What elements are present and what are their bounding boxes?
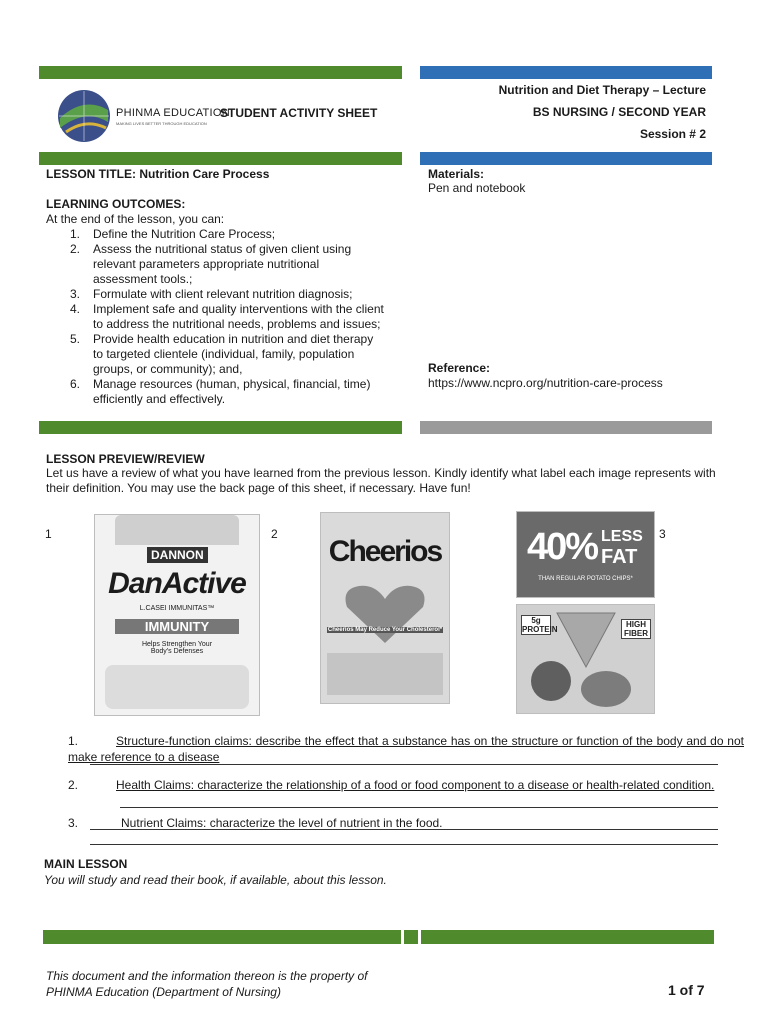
less-fat-image	[516, 511, 655, 598]
reference-heading: Reference:	[428, 361, 491, 375]
chips-fiber-badge: HIGH FIBER	[621, 619, 651, 639]
materials-heading: Materials:	[428, 167, 485, 181]
chips-claim-sub: THAN REGULAR POTATO CHIPS*	[538, 576, 633, 582]
logo-tagline: MAKING LIVES BETTER THROUGH EDUCATION	[116, 121, 207, 126]
answer-1: 1. Structure-function claims: describe the effect that a substance has on the structure or function of the body and do not make reference to a disease	[68, 734, 744, 764]
answer-2: 2. Health Claims: characterize the relationship of a food or food component to a disease or health-related condition.	[68, 778, 715, 792]
answer-1-line	[90, 764, 718, 765]
outcome-item: 4. Implement safe and quality interventions with the client to address the nutritional needs, problems and issues;	[70, 302, 384, 331]
header-bar-left	[39, 66, 402, 79]
danactive-brand: DanActive	[108, 567, 246, 600]
lesson-bar-left	[39, 152, 402, 165]
reference-link[interactable]: https://www.ncpro.org/nutrition-care-process	[428, 376, 663, 390]
cheerios-claim: Cheerios May Reduce Your Cholesterol*	[327, 627, 443, 633]
materials-text: Pen and notebook	[428, 181, 526, 195]
page-number: 1 of 7	[668, 982, 705, 998]
header-bar-right	[420, 66, 712, 79]
lesson-bottom-bar-right	[420, 421, 712, 434]
footer-bar-left	[43, 930, 401, 944]
footer-bar-mid	[404, 930, 418, 944]
cheerios-image	[320, 512, 450, 704]
outcomes-intro: At the end of the lesson, you can:	[46, 212, 225, 226]
answer-3: 3. Nutrient Claims: characterize the level of nutrient in the food.	[68, 816, 443, 830]
course-title: Nutrition and Diet Therapy – Lecture	[498, 83, 706, 97]
preview-heading: LESSON PREVIEW/REVIEW	[46, 452, 205, 466]
chips-claim-fat: FAT	[601, 546, 638, 568]
danactive-claim: Helps Strengthen Your Body's Defenses	[141, 641, 213, 655]
footer-bar-right	[421, 930, 714, 944]
chips-protein-badge: 5g PROTEIN	[522, 616, 558, 634]
lesson-bar-right	[420, 152, 712, 165]
immunity-banner: IMMUNITY	[115, 619, 239, 634]
main-lesson-heading: MAIN LESSON	[44, 857, 128, 871]
outcome-item: 6. Manage resources (human, physical, financial, time) efficiently and effectively.	[70, 377, 371, 406]
logo-brand: PHINMA EDUCATION	[116, 107, 230, 119]
danactive-subbrand: L.CASEI IMMUNITAS™	[139, 605, 215, 612]
chips-image	[516, 604, 655, 714]
image-label-3: 3	[659, 527, 666, 541]
chips-claim-big: 40%	[527, 526, 598, 568]
outcome-item: 5. Provide health education in nutrition and diet therapy to targeted clientele (individual, family, population groups, or community); and,	[70, 332, 374, 376]
lesson-bottom-bar-left	[39, 421, 402, 434]
sheet-title: STUDENT ACTIVITY SHEET	[220, 106, 378, 120]
outcome-item: 3. Formulate with client relevant nutrition diagnosis;	[70, 287, 353, 301]
chips-claim-less: LESS	[601, 528, 643, 545]
outcome-item: 1. Define the Nutrition Care Process;	[70, 227, 276, 241]
session-number: Session # 2	[639, 127, 706, 141]
lesson-title: LESSON TITLE: Nutrition Care Process	[46, 167, 270, 181]
footer-notice-line1: This document and the information thereon is the property of	[46, 969, 368, 983]
cheerios-brand: Cheerios	[328, 535, 442, 568]
outcome-item: 2. Assess the nutritional status of given client using relevant parameters appropriate nutritional assessment tools.;	[70, 242, 352, 286]
preview-instructions: Let us have a review of what you have learned from the previous lesson. Kindly identify what label each image represents with their definition. You may use the back page of this sheet, if necessary. Have fun!	[46, 466, 716, 495]
answer-3-line	[90, 829, 718, 830]
main-lesson-text: You will study and read their book, if available, about this lesson.	[44, 873, 387, 887]
answer-extra-line	[90, 844, 718, 845]
image-label-1: 1	[45, 527, 52, 541]
outcomes-heading: LEARNING OUTCOMES:	[46, 197, 186, 211]
outcomes-list	[46, 227, 386, 407]
danactive-image	[94, 514, 260, 716]
phinma-logo	[56, 88, 112, 144]
program-year: BS NURSING / SECOND YEAR	[532, 105, 706, 119]
dannon-brand: DANNON	[147, 547, 208, 563]
answer-2-line	[120, 807, 718, 808]
footer-notice-line2: PHINMA Education (Department of Nursing)	[46, 985, 281, 999]
image-label-2: 2	[271, 527, 278, 541]
